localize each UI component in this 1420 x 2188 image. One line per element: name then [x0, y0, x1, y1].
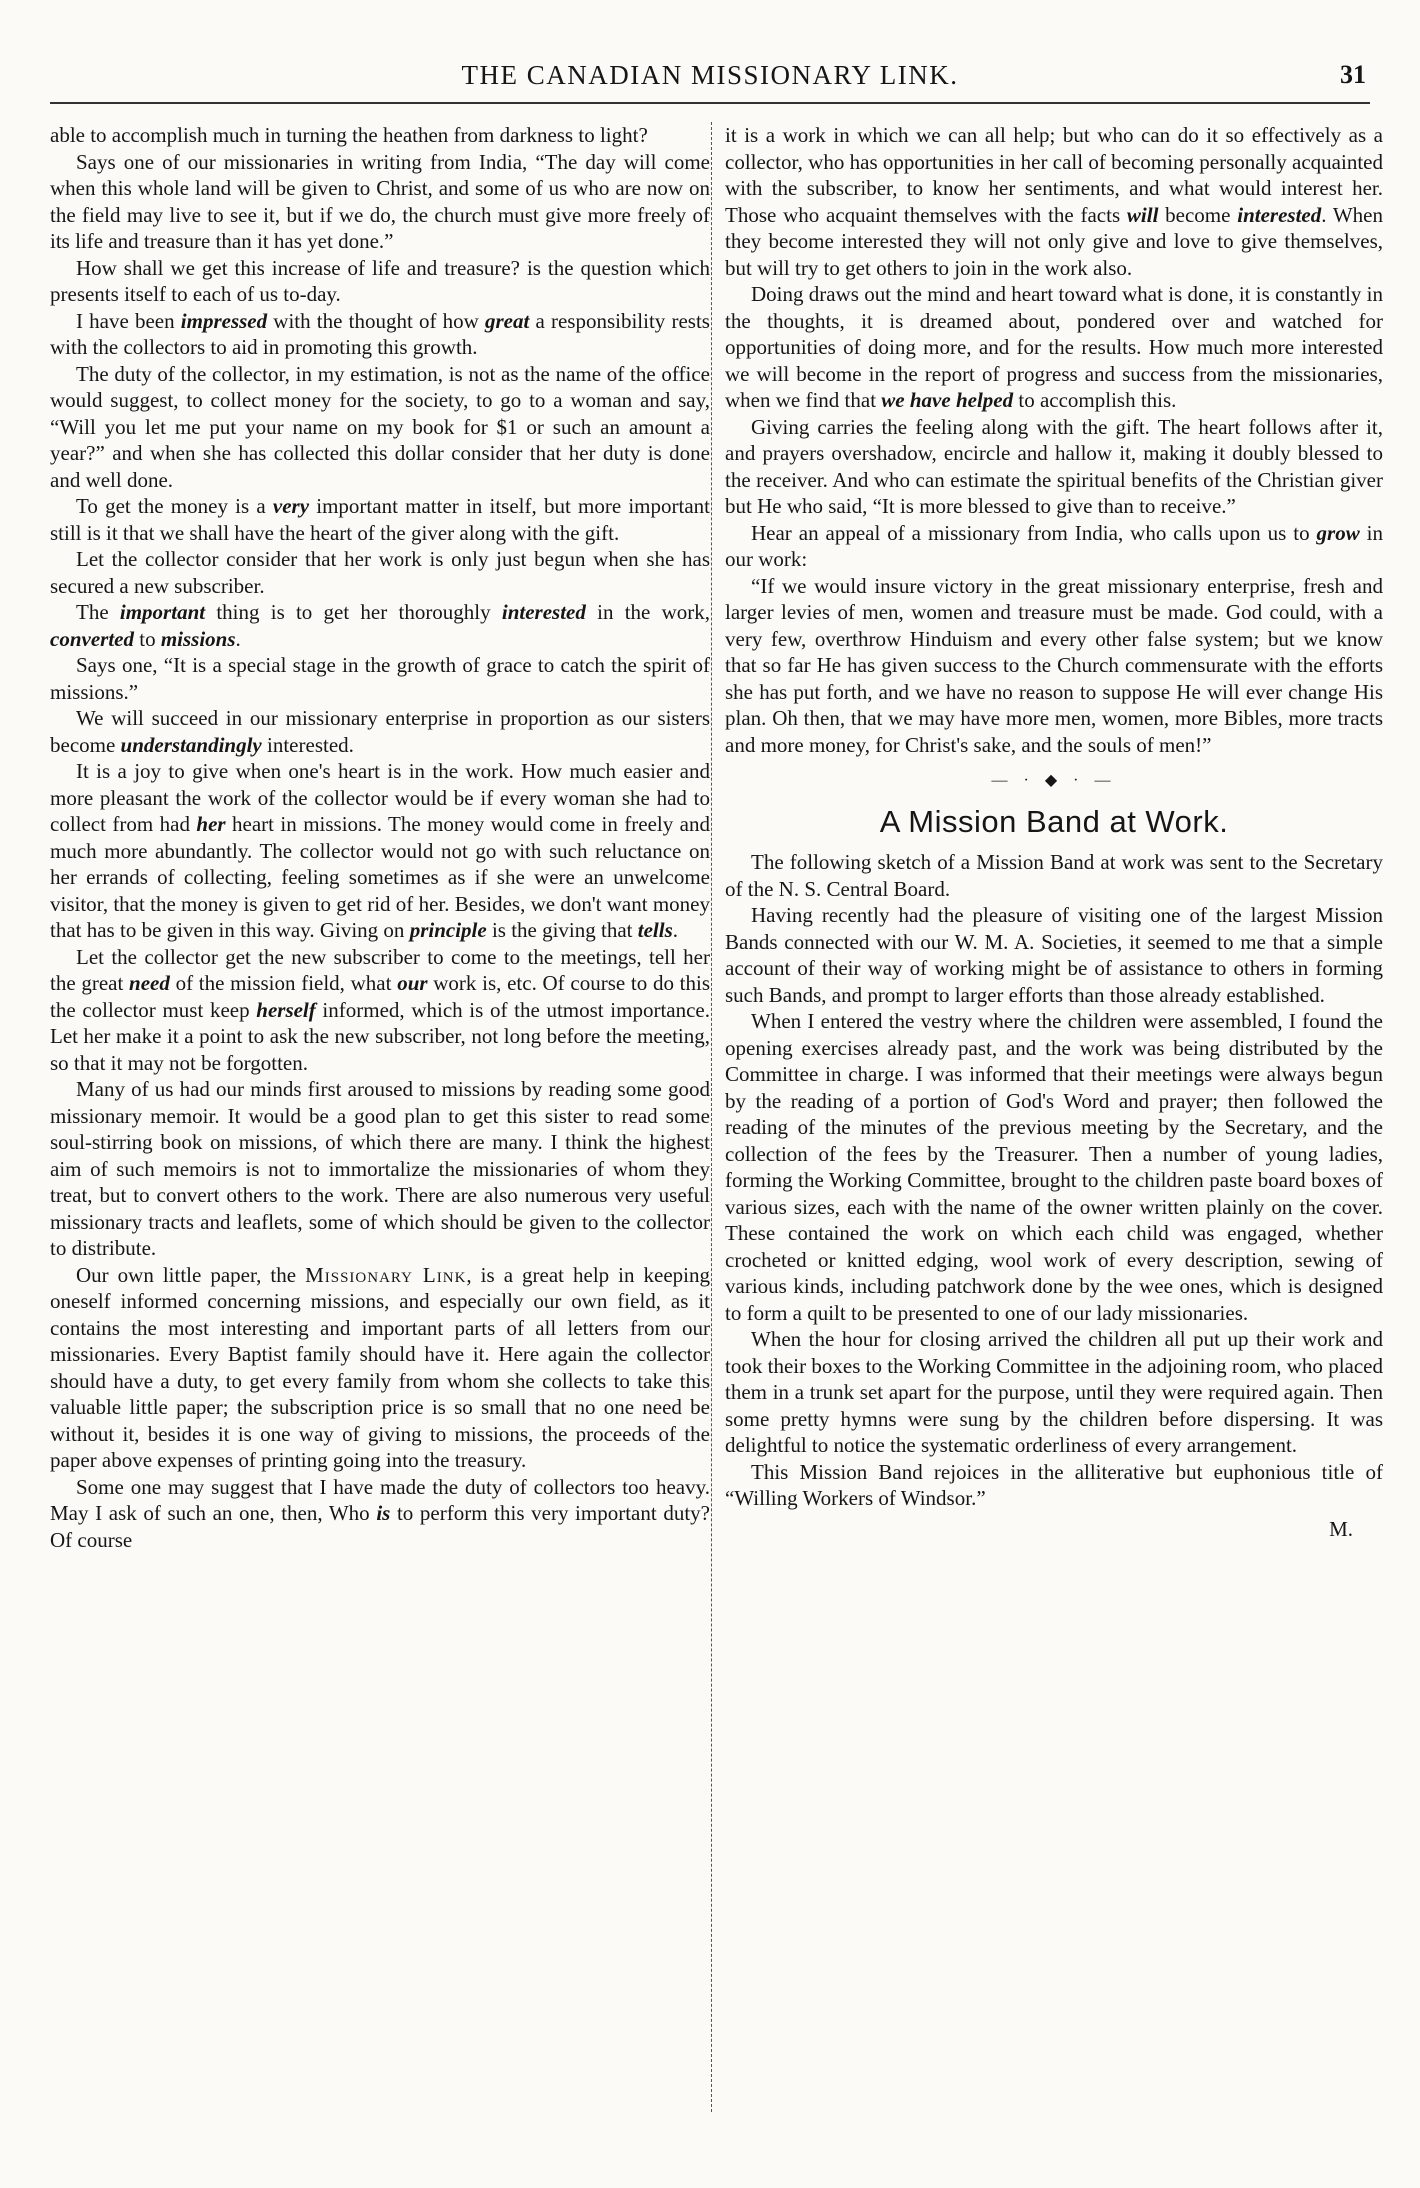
paragraph: [50, 308, 710, 361]
emphasis: missions: [160, 626, 236, 651]
text-run: We will succeed in our missionary enterprise in proportion as our sisters become: [50, 706, 710, 757]
paragraph: When the hour for closing arrived the children all put up their work and took their boxes to the Working Committee in the adjoining room, who placed them in a trunk set apart for the purpose, until they were required again. Then some pretty hymns were sung by the children before dispersing. It was delightful to notice the systematic orderliness of every arrangement.: [725, 1327, 1383, 1457]
text-run: .: [672, 918, 679, 942]
emphasis: our: [397, 971, 428, 995]
journal-title: THE CANADIAN MISSIONARY LINK.: [461, 60, 959, 90]
paragraph: [50, 758, 710, 944]
text-run: important matter in itself, but more important still is it that we shall have the heart of the giver along with the gift.: [50, 494, 711, 545]
text-run: , is a great help in keeping oneself informed concerning missions, and especially our own field, as it contains the most interesting and important parts of all letters from our missionaries. Every Baptist family should have it. Here again the collector should have a duty, to get every family from whom she collects to take this valuable little paper; the subscription price is so small that no one need be without it, besides it is one way of giving to missions, the proceeds of the paper above expenses of printing going into the treasury.: [50, 1262, 710, 1472]
emphasis: great: [484, 308, 530, 333]
text-run: it is a work in which we can all help; but who can do it so effectively as a collector, who has opportunities in her call of becoming personally acquainted with the subscriber, to know her sentiments, and what would interest her. Those who acquaint themselves with the facts: [725, 123, 1383, 227]
text-run: work is, etc. Of course to do this the collector must keep: [50, 971, 710, 1022]
text-run: The: [76, 600, 120, 624]
emphasis: impressed: [180, 308, 268, 333]
paragraph: Says one of our missionaries in writing from India, “The day will come when this whole land will be given to Christ, and some of us who are now on the field may live to see it, but if we do, the church must give more freely of its life and treasure than it has yet done.”: [50, 149, 710, 253]
emphasis: will: [1126, 202, 1159, 227]
text-run: is the giving that: [486, 918, 638, 942]
paragraph: The duty of the collector, in my estimation, is not as the name of the office would suggest, to collect money for the society, to go to a woman and say, “Will you let me put your name on my book for $1 or such an amount a year?” and when she has collected this dollar consider that her duty is done and well done.: [50, 361, 710, 492]
text-run: . When they become interested they will not only give and love to give themselves, but will try to get others to join in the work also.: [725, 202, 1384, 280]
text-run: Doing draws out the mind and heart toward what is done, it is constantly in the thoughts, it is dreamed about, pondered over and watched for opportunities of doing more, and for the results. How much more interested we will become in the report of progress and success from the missionaries, when we find that: [725, 282, 1383, 412]
paragraph: [50, 493, 710, 546]
paragraph: This Mission Band rejoices in the alliterative but euphonious title of “Willing Workers of Windsor.”: [725, 1459, 1383, 1510]
text-run: to accomplish this.: [1013, 388, 1177, 412]
section-title: A Mission Band at Work.: [879, 803, 1229, 839]
text-run: .: [235, 626, 241, 651]
paragraph: able to accomplish much in turning the heathen from darkness to light?: [50, 123, 648, 147]
text-run: Hear an appeal of a missionary from India, who calls upon us to: [751, 520, 1317, 545]
paragraph: Giving carries the feeling along with the gift. The heart follows after it, and prayers overshadow, encircle and hallow it, making it doubly blessed to the receiver. And who can estimate the spiritual benefits of the Christian giver but He who said, “It is more blessed to give than to receive.”: [725, 414, 1383, 518]
text-run: To get the money is a: [76, 494, 273, 518]
page-number: 31: [1340, 60, 1366, 89]
paragraph: [725, 281, 1383, 414]
paragraph: [50, 599, 710, 652]
running-header: [50, 50, 1370, 104]
emphasis: interested: [501, 600, 586, 624]
paragraph: [50, 1262, 710, 1474]
text-run: to: [133, 626, 161, 651]
text-run: It is a joy to give when one's heart is in the work. How much easier and more pleasant the work of the collector would be if every woman she had to collect from had: [50, 759, 710, 836]
text-run: in our work:: [725, 520, 1383, 571]
emphasis: her: [196, 812, 226, 836]
paragraph: Says one, “It is a special stage in the growth of grace to catch the spirit of missions.”: [50, 653, 710, 704]
emphasis: principle: [409, 918, 487, 942]
emphasis: interested: [1237, 202, 1322, 227]
emphasis: grow: [1316, 520, 1360, 545]
paragraph: [725, 122, 1383, 281]
paragraph: Let the collector consider that her work is only just begun when she has secured a new subscriber.: [50, 547, 710, 598]
text-run: in the work,: [585, 600, 710, 624]
right-column: [725, 122, 1383, 1542]
paragraph: [50, 1474, 710, 1554]
quoted-paragraph: “If we would insure victory in the great missionary enterprise, fresh and larger levies of men, women and treasure must be made. God could, with a very few, overthrow Hinduism and every other false system; but we know that so far He has given success to the Church commensurate with the efforts she has put forth, and we have no reason to suppose He will ever change His plan. Oh then, that we may have more men, women, more Bibles, more tracts and more money, for Christ's sake, and the souls of men!”: [725, 573, 1383, 757]
left-column: [50, 122, 710, 1553]
paragraph: Having recently had the pleasure of visiting one of the largest Mission Bands connected with our W. M. A. Societies, it seemed to me that a simple account of their way of working might be of assistance to others in forming such Bands, and prompt to larger efforts than those already established.: [725, 903, 1383, 1007]
paragraph: [50, 705, 710, 758]
text-run: heart in missions. The money would come in freely and much more abundantly. The collector would not go with such reluctance on her errands of collecting, feeling sometimes as if she were an unwelcome visitor, that the money is given to get rid of her. Besides, we don't want money that has to be given in this way. Giving on: [50, 812, 711, 942]
emphasis: tells: [637, 918, 673, 942]
paragraph: How shall we get this increase of life and treasure? is the question which presents itself to each of us to-day.: [50, 255, 710, 306]
text-run: interested.: [261, 732, 354, 757]
emphasis: converted: [50, 626, 134, 651]
paragraph: Many of us had our minds first aroused to missions by reading some good missionary memoir. It would be a good plan to get this sister to read some soul-stirring book on missions, of which there are many. I think the highest aim of such memoirs is not to immortalize the missionaries of whom they treat, but to convert others to the work. There are also numerous very useful missionary tracts and leaflets, some of which should be given to the collector to distribute.: [50, 1077, 710, 1260]
emphasis: important: [119, 600, 206, 624]
text-run: Our own little paper, the: [76, 1262, 306, 1287]
text-run: with the thought of how: [267, 308, 485, 333]
column-divider: [711, 122, 712, 2112]
section-separator: — · ◆ · —: [991, 772, 1117, 789]
text-run: Let the collector get the new subscriber to come to the meetings, tell her the great: [50, 944, 710, 995]
text-run: Some one may suggest that I have made the duty of collectors too heavy. May I ask of such an one, then, Who: [50, 1474, 710, 1525]
paper-name: Missionary Link: [305, 1262, 467, 1287]
emphasis: understandingly: [120, 732, 262, 757]
paragraph: When I entered the vestry where the children were assembled, I found the opening exercises already past, and the work was being distributed by the Committee in charge. I was informed that their meetings were always begun by the reading of a portion of God's Word and prayer; then followed the reading of the minutes of the previous meeting by the Secretary, and the collection of the fees by the Treasurer. Then a number of young ladies, forming the Working Committee, brought to the children paste board boxes of various sizes, each with the name of the owner written plainly on the cover. These contained the work on which each child was engaged, whether crocheted or knitted edging, wool work of every description, sewing of various kinds, including patchwork done by the wee ones, which is designed to form a quilt to be presented to one of our lady missionaries.: [725, 1009, 1383, 1325]
emphasis: we have helped: [881, 388, 1014, 412]
signature: M.: [1329, 1516, 1353, 1541]
paragraph: [725, 520, 1383, 573]
text-run: I have been: [76, 308, 181, 333]
emphasis: is: [376, 1501, 391, 1525]
text-run: thing is to get her thoroughly: [205, 600, 502, 624]
text-run: informed, which is of the utmost importance. Let her make it a point to ask the new subscriber, not long before the meeting, so that it may not be forgotten.: [50, 997, 710, 1075]
text-run: become: [1158, 202, 1238, 227]
text-run: to perform this very important duty? Of course: [50, 1501, 710, 1552]
text-run: a responsibility rests with the collectors to aid in promoting this growth.: [50, 308, 710, 359]
text-run: of the mission field, what: [169, 971, 398, 995]
paragraph: The following sketch of a Mission Band at work was sent to the Secretary of the N. S. Central Board.: [725, 850, 1383, 901]
emphasis: very: [272, 494, 310, 518]
emphasis: need: [129, 971, 170, 995]
emphasis: herself: [256, 997, 316, 1022]
paragraph: [50, 944, 710, 1077]
